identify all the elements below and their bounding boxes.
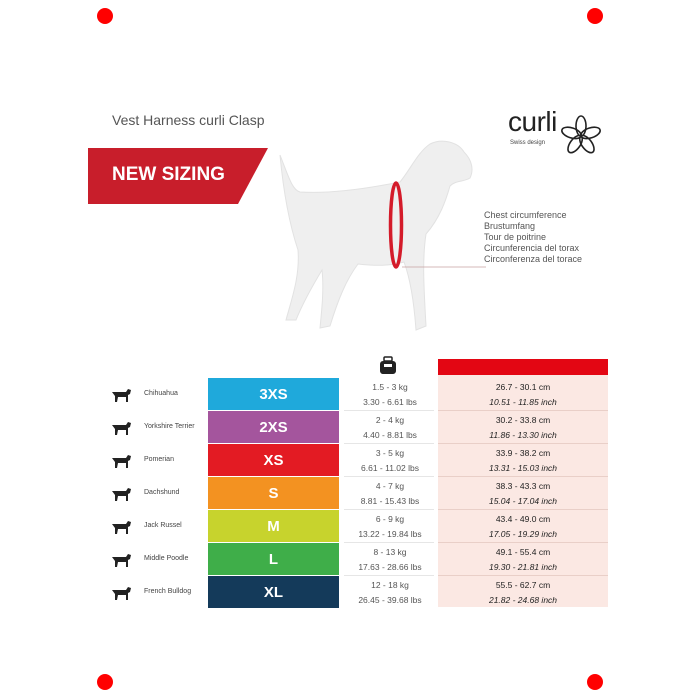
chest-inch: 13.31 - 15.03 inch — [488, 463, 558, 473]
weight-divider — [344, 575, 434, 576]
weight-kg: 6 - 9 kg — [375, 514, 405, 524]
new-sizing-label: NEW SIZING — [112, 164, 225, 185]
flower-logo-icon — [558, 112, 604, 162]
weight-divider — [344, 410, 434, 411]
weight-kg: 3 - 5 kg — [375, 448, 405, 458]
logo-subtitle: Swiss design — [510, 140, 546, 146]
dog-silhouette-icon — [250, 130, 490, 340]
row-divider — [438, 575, 608, 576]
size-badge-2xs: 2XS — [208, 411, 339, 443]
curli-logo — [508, 102, 608, 168]
chest-label-1: Brustumfang — [484, 221, 536, 231]
chest-label-3: Circunferencia del torax — [484, 243, 580, 253]
corner-marker-bottom-right — [587, 674, 603, 690]
size-badge-3xs: 3XS — [208, 378, 339, 410]
breed-dog-icon — [110, 518, 134, 536]
chest-inch: 19.30 - 21.81 inch — [488, 562, 558, 572]
row-divider — [438, 542, 608, 543]
breed-dog-icon — [110, 485, 134, 503]
weight-lbs: 4.40 - 8.81 lbs — [363, 430, 417, 440]
breed-dog-icon — [110, 551, 134, 569]
row-divider — [438, 443, 608, 444]
breed-dog-icon — [110, 584, 134, 602]
chest-cm: 33.9 - 38.2 cm — [495, 448, 551, 458]
weight-lbs: 17.63 - 28.66 lbs — [358, 562, 422, 572]
chest-cm: 49.1 - 55.4 cm — [495, 547, 551, 557]
weight-kg: 12 - 18 kg — [371, 580, 409, 590]
chest-inch: 10.51 - 11.85 inch — [489, 397, 557, 407]
weight-lbs: 3.30 - 6.61 lbs — [363, 397, 417, 407]
chest-inch: 21.82 - 24.68 inch — [488, 595, 558, 605]
weight-kg: 2 - 4 kg — [375, 415, 405, 425]
scale-icon — [378, 356, 398, 376]
breed-name: Yorkshire Terrier — [144, 423, 195, 430]
weight-lbs: 8.81 - 15.43 lbs — [360, 496, 420, 506]
weight-divider — [344, 443, 434, 444]
chest-label-4: Circonferenza del torace — [484, 254, 583, 264]
breed-dog-icon — [110, 452, 134, 470]
weight-lbs: 13.22 - 19.84 lbs — [358, 529, 422, 539]
row-divider — [438, 476, 608, 477]
chest-cm: 30.2 - 33.8 cm — [495, 415, 551, 425]
weight-kg: 4 - 7 kg — [375, 481, 405, 491]
corner-marker-top-left — [97, 8, 113, 24]
weight-lbs: 6.61 - 11.02 lbs — [361, 463, 419, 473]
weight-divider — [344, 476, 434, 477]
chest-cm: 26.7 - 30.1 cm — [495, 382, 551, 392]
chest-label-0: Chest circumference — [484, 210, 567, 220]
chest-cm: 38.3 - 43.3 cm — [495, 481, 551, 491]
chest-cm: 43.4 - 49.0 cm — [495, 514, 551, 524]
size-badge-s: S — [208, 477, 339, 509]
size-badge-l: L — [208, 543, 339, 575]
breed-name: Middle Poodle — [144, 555, 189, 562]
weight-kg: 1.5 - 3 kg — [372, 382, 408, 392]
weight-kg: 8 - 13 kg — [373, 547, 407, 557]
chest-inch: 11.86 - 13.30 inch — [489, 430, 557, 440]
chest-cm: 55.5 - 62.7 cm — [495, 580, 551, 590]
breed-name: Jack Russel — [144, 522, 182, 529]
breed-name: French Bulldog — [144, 588, 192, 595]
breed-name: Dachshund — [144, 489, 180, 496]
breed-name: Chihuahua — [144, 390, 178, 397]
product-title: Vest Harness curli Clasp — [112, 112, 265, 128]
breed-name: Pomerian — [144, 456, 174, 463]
breed-dog-icon — [110, 419, 134, 437]
logo-text: curli — [508, 106, 557, 137]
weight-lbs: 26.45 - 39.68 lbs — [358, 595, 422, 605]
corner-marker-top-right — [587, 8, 603, 24]
chest-inch: 15.04 - 17.04 inch — [488, 496, 558, 506]
size-badge-xl: XL — [208, 576, 339, 608]
size-badge-m: M — [208, 510, 339, 542]
corner-marker-bottom-left — [97, 674, 113, 690]
chest-inch: 17.05 - 19.29 inch — [488, 529, 558, 539]
row-divider — [438, 509, 608, 510]
breed-dog-icon — [110, 386, 134, 404]
chest-label-2: Tour de poitrine — [484, 232, 547, 242]
size-badge-xs: XS — [208, 444, 339, 476]
weight-divider — [344, 542, 434, 543]
row-divider — [438, 410, 608, 411]
weight-divider — [344, 509, 434, 510]
